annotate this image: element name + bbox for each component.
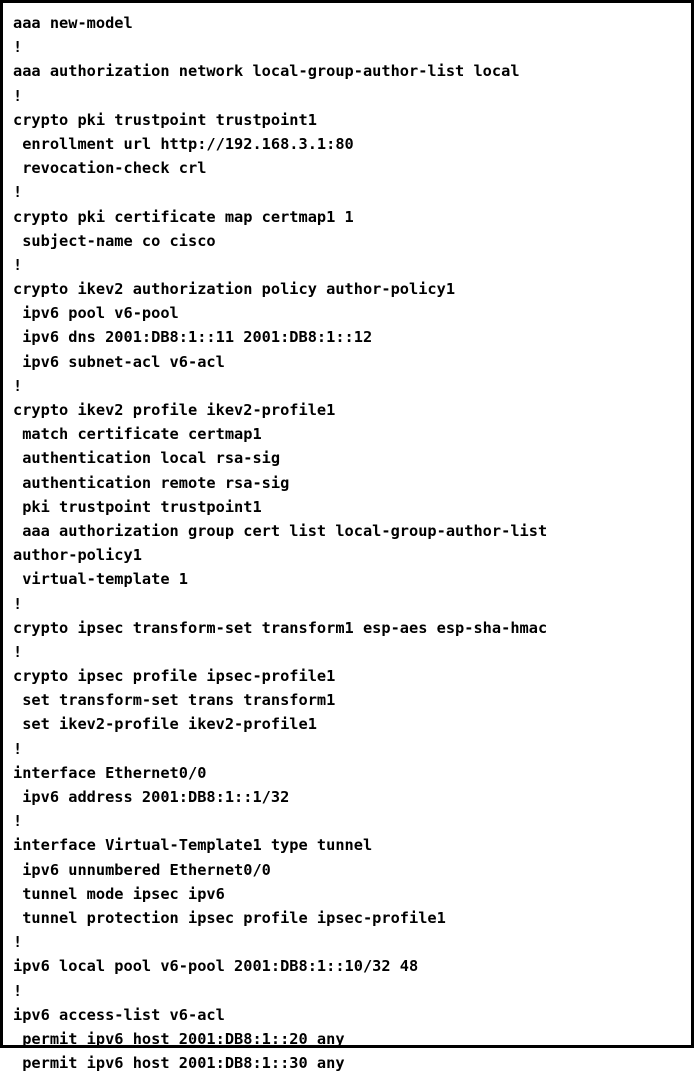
config-line: ! (13, 933, 23, 952)
config-line: permit ipv6 host 2001:DB8:1::30 any (13, 1054, 345, 1073)
config-line: ! (13, 38, 23, 57)
config-line: interface Virtual-Template1 type tunnel (13, 836, 373, 855)
config-line: permit ipv6 host 2001:DB8:1::20 any (13, 1029, 345, 1048)
config-line: set ikev2-profile ikev2-profile1 (13, 715, 317, 734)
config-line: ! (13, 183, 23, 202)
config-line: crypto pki certificate map certmap1 1 (13, 207, 354, 226)
config-line: crypto pki trustpoint trustpoint1 (13, 110, 317, 129)
config-line: authentication local rsa-sig (13, 449, 281, 468)
config-line: aaa authorization group cert list local-group-author-list (13, 521, 548, 540)
config-line: interface Ethernet0/0 (13, 763, 207, 782)
config-line: crypto ipsec profile ipsec-profile1 (13, 667, 336, 686)
config-line: ! (13, 981, 23, 1000)
config-line: aaa authorization network local-group-author-list local (13, 62, 520, 81)
config-line: set transform-set trans transform1 (13, 691, 336, 710)
config-line: crypto ikev2 authorization policy author-policy1 (13, 280, 456, 299)
config-line: ipv6 dns 2001:DB8:1::11 2001:DB8:1::12 (13, 328, 373, 347)
config-line: ipv6 unnumbered Ethernet0/0 (13, 860, 271, 879)
config-line: ipv6 address 2001:DB8:1::1/32 (13, 788, 290, 806)
config-line: ! (13, 594, 23, 613)
config-line: ! (13, 255, 23, 274)
config-line: ipv6 access-list v6-acl (13, 1005, 225, 1024)
config-line: enrollment url http://192.168.3.1:80 (13, 134, 354, 153)
config-line: ! (13, 739, 23, 758)
config-line: aaa new-model (13, 14, 133, 32)
config-line: ! (13, 642, 23, 661)
config-line: author-policy1 (13, 546, 142, 565)
config-line: ipv6 pool v6-pool (13, 304, 179, 323)
config-line: tunnel protection ipsec profile ipsec-profile1 (13, 908, 446, 927)
cli-configuration-listing (13, 11, 681, 1075)
config-line: pki trustpoint trustpoint1 (13, 497, 262, 516)
config-line: crypto ikev2 profile ikev2-profile1 (13, 401, 336, 419)
config-line: ! (13, 86, 23, 105)
config-line: match certificate certmap1 (13, 425, 262, 444)
config-line: ! (13, 812, 23, 831)
config-line: ipv6 subnet-acl v6-acl (13, 352, 225, 371)
config-line: revocation-check crl (13, 159, 207, 178)
config-line: crypto ipsec transform-set transform1 esp-aes esp-sha-hmac (13, 618, 548, 637)
config-line: tunnel mode ipsec ipv6 (13, 884, 225, 903)
config-line: ipv6 local pool v6-pool 2001:DB8:1::10/32 48 (13, 957, 419, 976)
config-line: ! (13, 376, 23, 395)
config-line: authentication remote rsa-sig (13, 473, 290, 492)
config-line: virtual-template 1 (13, 570, 188, 589)
config-line: subject-name co cisco (13, 231, 216, 250)
